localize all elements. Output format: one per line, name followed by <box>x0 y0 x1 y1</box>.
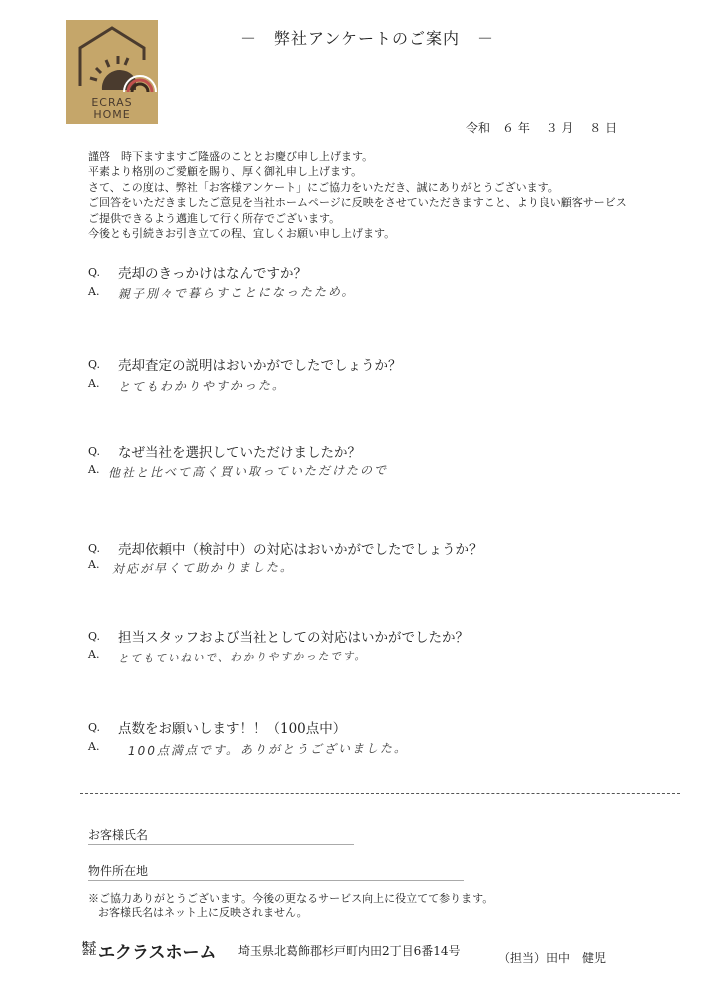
company-address: 埼玉県北葛飾郡杉戸町内田2丁目6番14号 <box>238 944 461 958</box>
question-text: 売却査定の説明はおいかがでしたでしょうか？ <box>118 358 402 374</box>
question-text: 担当スタッフおよび当社としての対応はいかがでしたか？ <box>118 630 469 646</box>
customer-name-label: お客様氏名 <box>88 828 149 842</box>
intro-line: さて、この度は、弊社「お客様アンケート」にご協力をいただき、誠にありがとうございます。 <box>88 180 559 194</box>
answer-text: 他社と比べて高く買い取っていただけたので <box>107 463 389 480</box>
question-text: 売却依頼中（検討中）の対応はおいかがでしたでしょうか？ <box>118 542 483 558</box>
question-label: Q. <box>88 721 100 734</box>
note-line: お客様氏名はネット上に反映されません。 <box>98 906 308 919</box>
intro-paragraph <box>88 149 688 241</box>
property-location-label: 物件所在地 <box>88 864 149 878</box>
answer-label: A. <box>88 740 100 753</box>
question-label: Q. <box>88 358 100 371</box>
logo-brand-top: ECRAS <box>91 96 133 109</box>
note-line: ※ご協力ありがとうございます。今後の更なるサービス向上に役立てて参ります。 <box>88 892 494 905</box>
question-label: Q. <box>88 630 100 643</box>
answer-text: 100点満点です。ありがとうございました。 <box>127 741 409 758</box>
house-sun-logo-icon <box>66 20 158 124</box>
question-label: Q. <box>88 445 100 458</box>
question-text: 点数をお願いします！！（100点中） <box>118 721 347 737</box>
answer-text: 対応が早くて助かりました。 <box>111 560 295 576</box>
question-label: Q. <box>88 542 100 555</box>
answer-text: 親子別々で暮らすことになったため。 <box>117 284 356 301</box>
company-type-prefix: 株式会社 <box>82 940 96 956</box>
answer-text: とてもわかりやすかった。 <box>117 378 287 394</box>
answer-label: A. <box>88 463 100 476</box>
staff-name: （担当）田中 健児 <box>498 951 607 965</box>
intro-line: 今後とも引続きお引き立ての程、宜しくお願い申し上げます。 <box>88 227 396 241</box>
intro-line: 謹啓 時下ますますご隆盛のこととお慶び申し上げます。 <box>88 150 374 163</box>
property-location-field[interactable] <box>88 880 464 881</box>
question-label: Q. <box>88 266 100 279</box>
question-text: なぜ当社を選択していただけましたか？ <box>118 445 361 461</box>
answer-label: A. <box>88 648 100 661</box>
answer-text: とてもていねいで、わかりやすかったです。 <box>117 650 368 665</box>
company-logo <box>66 20 158 124</box>
page-title: － 弊社アンケートのご案内 － <box>240 29 495 48</box>
answer-label: A. <box>88 285 100 298</box>
date-text: 令和 ６ 年 ３ 月 ８ 日 <box>466 121 618 135</box>
intro-line: 平素より格別のご愛顧を賜り、厚く御礼申し上げます。 <box>88 165 363 179</box>
intro-line: ご提供できるよう邁進して行く所存でございます。 <box>88 211 341 225</box>
dashed-divider <box>80 793 680 794</box>
answer-label: A. <box>88 558 100 571</box>
answer-label: A. <box>88 377 100 390</box>
customer-name-field[interactable] <box>88 844 354 845</box>
question-text: 売却のきっかけはなんですか？ <box>118 266 307 282</box>
company-name: エクラスホーム <box>98 943 217 963</box>
logo-brand-bottom: HOME <box>93 108 131 121</box>
intro-line: ご回答をいただきましたご意見を当社ホームページに反映をさせていただきますこと、より良い顧客サービス <box>88 196 627 210</box>
